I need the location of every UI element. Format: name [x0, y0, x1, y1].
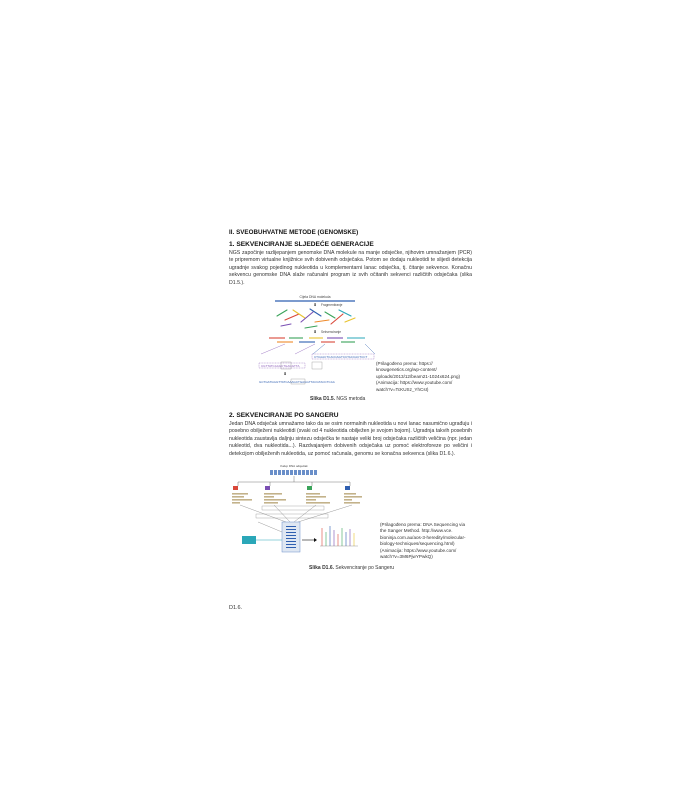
paragraph-ngs: NGS započinje razlijepanjem genomske DNA molekule na manje odsječke, njihovim umnažanjem (PCR) te pripremom virtualne knjižnice svih dobivenih odsječaka. Potom se dodaju nukleotidi te slijedi detekcija ugradnje svakog pojedinog nukleotida u komplementarni lanac odsječka, tj. čitanje sekvence. Konačnu sekvencu genomske DNA slaže računalni program iz svih očitanih sekvenci različitih odsječaka (slika D1.5.). [229, 250, 472, 286]
template-strand [270, 470, 317, 475]
paragraph-sanger: Jedan DNA odsječak umnažamo tako da se osim normalnih nukleotida u novi lanac nasumično ugrađuju i posebno obilježeni nukleotidi (svaki od 4 nukleotida obilježen je svojom bojom). Ugradnja takvih posebnih nukleotida zaustavlja daljnju sintezu odsječka te nastaje veliki broj odsječaka različitih veličina (npr. jedan nukleotid, dva nukleotida...). Razdvajanjem dobivenih odsječaka uz pomoć elektroforeze po veličini i detekcijom obilježenih nukleotida, uz pomoć računala, genomu se konačna sekvenca (slika D1.6.). [229, 421, 472, 457]
svg-text:⬇: ⬇ [283, 371, 287, 376]
sequence-top: CTCAACTCACCAGTCCTACCACTCCT [314, 355, 368, 359]
svg-text:⬇: ⬇ [313, 302, 317, 307]
ngs-figure-caption: Slika D1.5. NGS metoda [310, 396, 366, 402]
ngs-figure-source: (Prilagođeno prema: https:// knowgenetics.org/wp-content/ uploads/2013/12/beam21-1024x624.png) (Animacija: https://www.youtube.com/ watch?v=TcKUSz_YhCsI) [376, 361, 461, 392]
section-title: II. SVEOBUHVATNE METODE (GENOMSKE) [229, 229, 359, 236]
chromatogram [320, 526, 358, 546]
sequence-bottom: GCTGATGGGTTATCAAAGCTGAGGTTACGTACCTCAA [259, 380, 335, 384]
sanger-figure [228, 462, 378, 567]
page-footer: D1.6. [229, 605, 243, 611]
heading-ngs: 1. SEKVENCIRANJE SLJEDEĆE GENERACIJE [229, 241, 374, 248]
heading-sanger: 2. SEKVENCIRANJE PO SANGERU [229, 412, 339, 419]
sequence-mid: CGTTATCAAGCTGAGGTTA [261, 364, 300, 368]
reaction-fragments [232, 493, 362, 504]
template-dna-label: Kalup DNA odsječak [280, 464, 308, 468]
svg-text:⬇: ⬇ [313, 329, 317, 334]
sanger-figure-source: (Prilagođeno prema: DNA Sequencing via the Sanger Method. http://www.vce. bioninja.com.au/aos-3-heredity/molecular- biology-techniques/sequencing.html) (Animacija: https://www.youtube.com/ watch?v=3M6PjwYPwkQ) [380, 522, 466, 560]
detector [242, 536, 256, 544]
fragments [277, 309, 355, 328]
whole-dna-label: Cijela DNA molekula [299, 295, 331, 299]
aligned-reads [269, 338, 365, 342]
sequencing-label: Sekvenciranje [321, 330, 342, 334]
sanger-figure-caption: Slika D1.6. Sekvenciranje po Sangeru [309, 565, 395, 571]
fragmentation-label: Fragmentiranje [321, 303, 343, 307]
